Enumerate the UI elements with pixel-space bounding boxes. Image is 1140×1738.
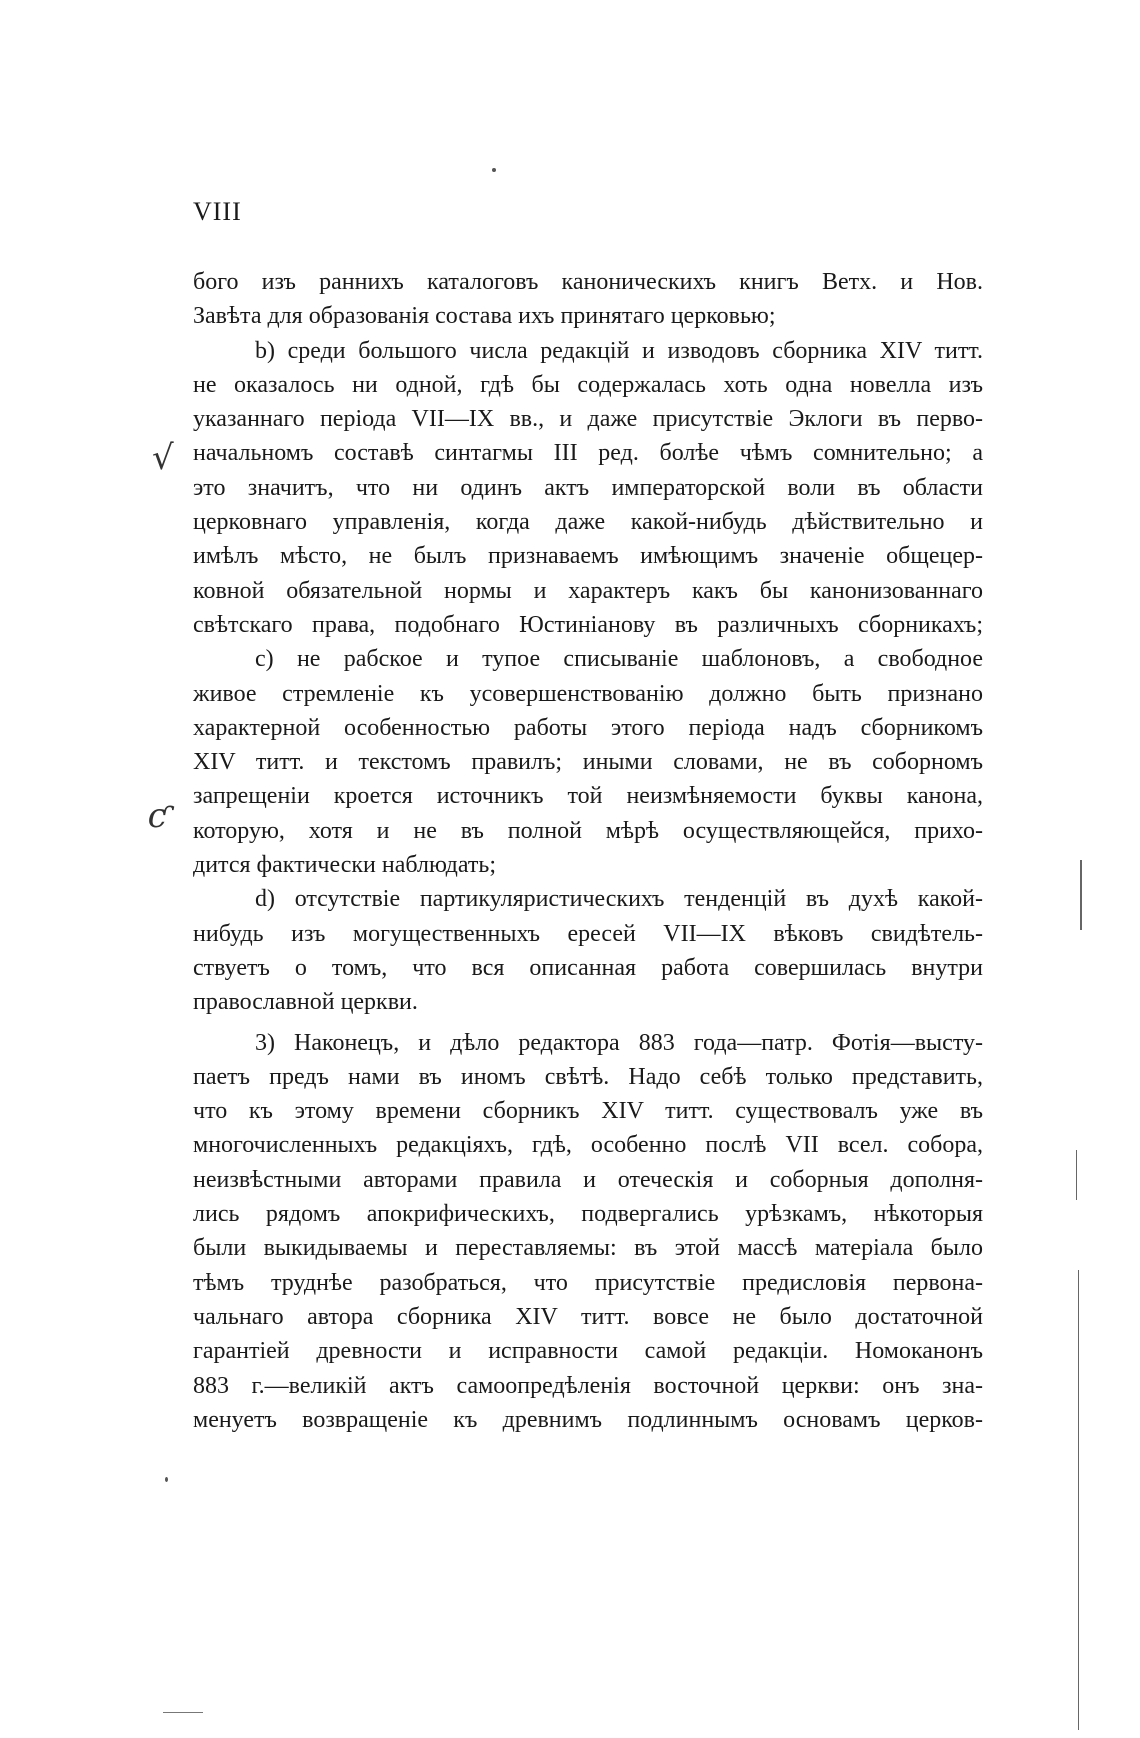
text-line: имѣлъ мѣсто, не былъ признаваемъ имѣющимъ значеніе общецер-	[193, 543, 983, 570]
text-line: церковнаго управленія, когда даже какой-нибудь дѣйствительно и	[193, 509, 983, 536]
text-line: чальнаго автора сборника XIV титт. вовсе не было достаточной	[193, 1303, 983, 1330]
text-line: бого изъ раннихъ каталоговъ каноническихъ книгъ Ветх. и Нов.	[193, 269, 983, 295]
text-line: тѣмъ труднѣе разобраться, что присутствіе предисловія первона-	[193, 1269, 983, 1296]
margin-checkmark: √	[152, 438, 174, 478]
margin-annotation-mark: ƈ	[148, 796, 168, 836]
text-line: это значитъ, что ни одинъ актъ императорской воли въ области	[193, 474, 983, 501]
text-line: гарантіей древности и исправности самой редакціи. Номоканонъ	[193, 1338, 983, 1365]
text-line: начальномъ составѣ синтагмы III ред. болѣе чѣмъ сомнительно; а	[193, 440, 983, 467]
scan-edge-line	[1076, 1150, 1077, 1200]
paragraph	[193, 642, 983, 882]
text-line: XIV титт. и текстомъ правилъ; иными словами, не въ соборномъ	[193, 749, 983, 776]
scan-speck	[165, 1477, 168, 1482]
text-line: были выкидываемы и переставляемы: въ этой массѣ матеріала было	[193, 1235, 983, 1262]
scan-edge-line	[163, 1712, 203, 1713]
text-line: 883 г.—великій актъ самоопредѣленія восточной церкви: онъ зна-	[193, 1372, 983, 1399]
text-line: 3) Наконецъ, и дѣло редактора 883 года—патр. Фотія—высту-	[255, 1029, 983, 1056]
scan-edge-line	[1080, 860, 1082, 930]
text-line: живое стремленіе къ усовершенствованію должно быть признано	[193, 680, 983, 707]
body-text	[193, 265, 983, 1437]
text-line: нибудь изъ могущественныхъ ересей VII—IX вѣковъ свидѣтель-	[193, 920, 983, 947]
text-line: неизвѣстными авторами правила и отеческія и соборныя дополня-	[193, 1166, 983, 1193]
text-line: b) среди большого числа редакцій и изводовъ сборника XIV титт.	[255, 337, 983, 364]
text-line: запрещеніи кроется источникъ той неизмѣняемости буквы канона,	[193, 783, 983, 810]
text-line: лись рядомъ апокрифическихъ, подвергались урѣзкамъ, нѣкоторыя	[193, 1201, 983, 1228]
paragraph	[193, 1026, 983, 1438]
text-line: c) не рабское и тупое списываніе шаблоновъ, а свободное	[255, 646, 983, 673]
text-line: не оказалось ни одной, гдѣ бы содержалась хоть одна новелла изъ	[193, 371, 983, 398]
scan-edge-line	[1078, 1270, 1079, 1730]
text-line: ковной обязательной нормы и характеръ какъ бы канонизованнаго	[193, 577, 983, 604]
text-line: менуетъ возвращеніе къ древнимъ подлиннымъ основамъ церков-	[193, 1406, 983, 1433]
text-line: что къ этому времени сборникъ XIV титт. существовалъ уже въ	[193, 1098, 983, 1125]
text-line: которую, хотя и не въ полной мѣрѣ осуществляющейся, прихо-	[193, 817, 983, 844]
text-line: паетъ предъ нами въ иномъ свѣтѣ. Надо себѣ только представить,	[193, 1063, 983, 1090]
text-line: свѣтскаго права, подобнаго Юстиніанову въ различныхъ сборникахъ;	[193, 611, 983, 638]
paragraph	[193, 334, 983, 643]
page-number: VIII	[193, 197, 242, 226]
text-line: многочисленныхъ редакціяхъ, гдѣ, особенно послѣ VII всел. собора,	[193, 1132, 983, 1159]
text-line: ствуетъ о томъ, что вся описанная работа совершилась внутри	[193, 954, 983, 981]
paragraph	[193, 265, 983, 334]
text-line: православной церкви.	[193, 989, 418, 1016]
text-line: d) отсутствіе партикуляристическихъ тенденцій въ духѣ какой-	[255, 886, 983, 913]
paragraph	[193, 882, 983, 1019]
text-line: Завѣта для образованія состава ихъ принятаго церковью;	[193, 303, 776, 330]
scan-speck	[492, 168, 496, 172]
text-line: характерной особенностью работы этого періода надъ сборникомъ	[193, 714, 983, 741]
text-line: указаннаго періода VII—IX вв., и даже присутствіе Эклоги въ перво-	[193, 406, 983, 433]
text-line: дится фактически наблюдать;	[193, 852, 497, 879]
